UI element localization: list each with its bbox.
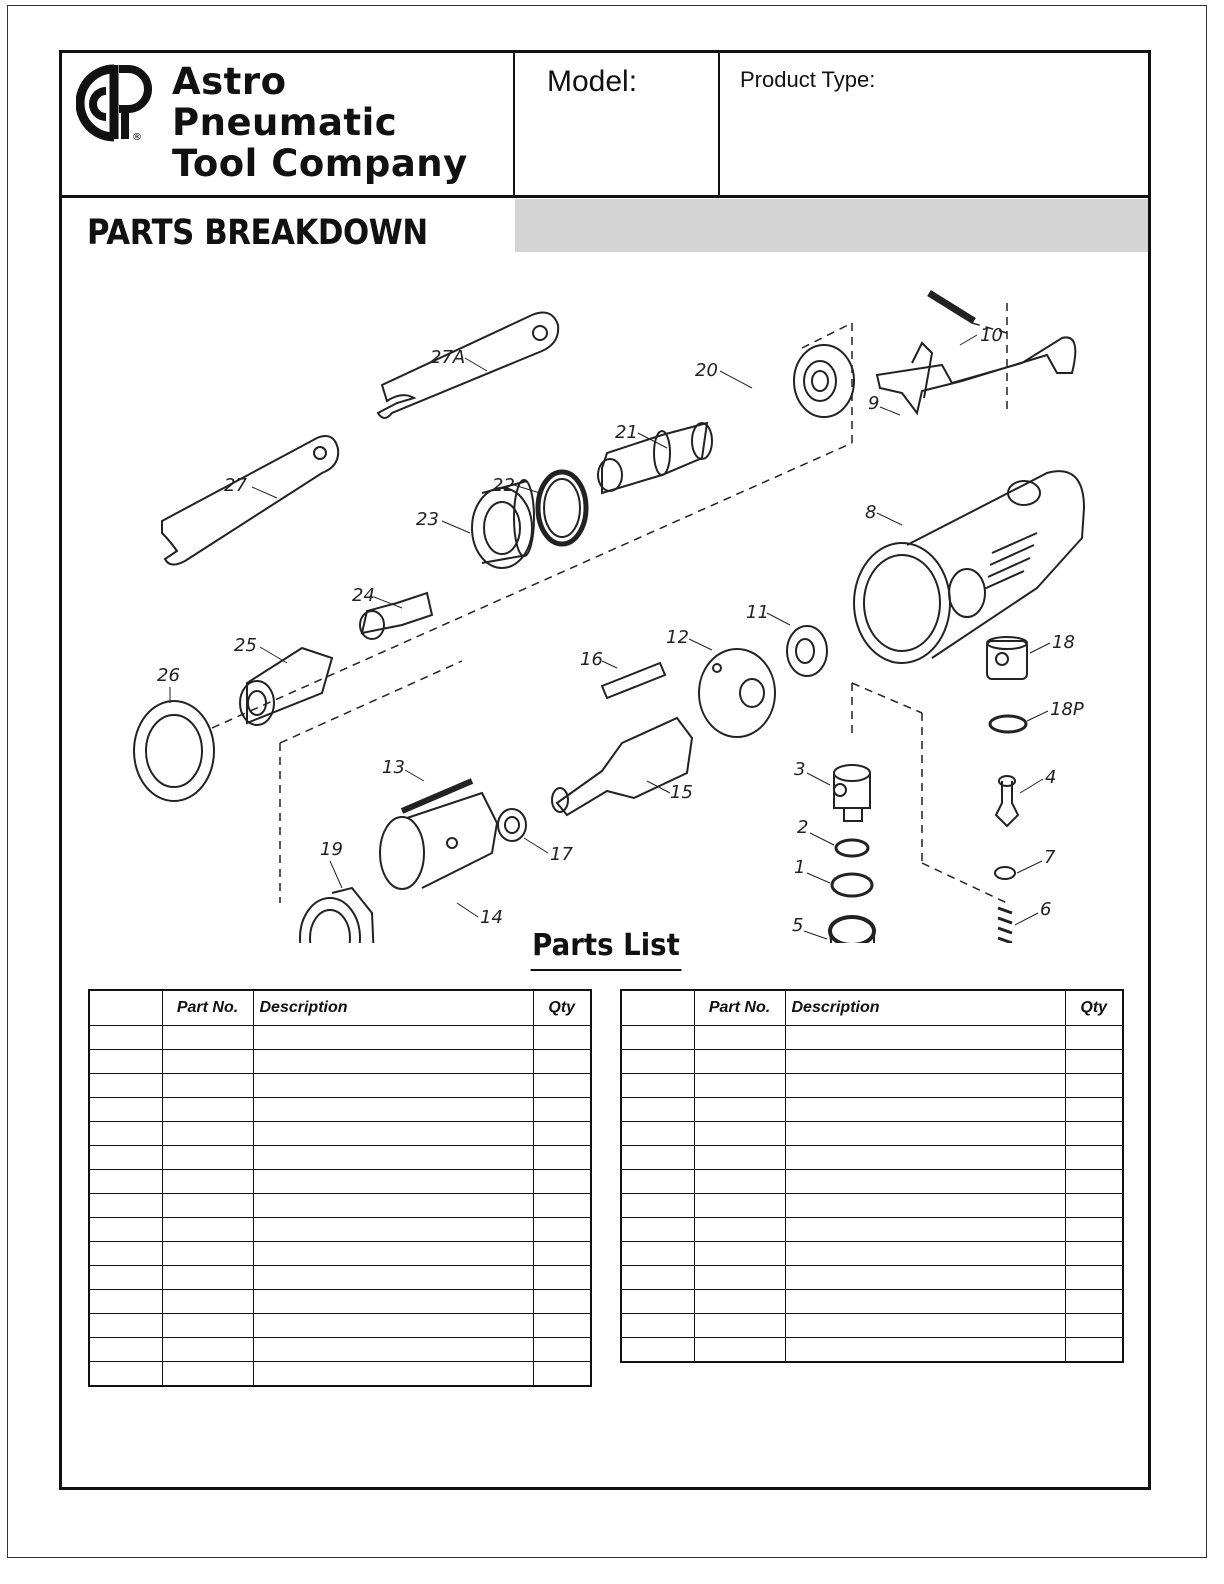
index-cell [621, 1170, 694, 1194]
callout-6: 7 [1044, 847, 1056, 868]
part-no-cell [162, 1170, 253, 1194]
index-cell [621, 1290, 694, 1314]
index-cell [89, 1338, 162, 1362]
part-no-cell [162, 1290, 253, 1314]
index-cell [89, 1266, 162, 1290]
model-cell [515, 53, 720, 195]
part-26-guard-ring [134, 701, 214, 801]
table-row [621, 1146, 1123, 1170]
column-header-index [621, 990, 694, 1026]
part-no-cell [694, 1098, 785, 1122]
callout-24: 24 [352, 585, 375, 606]
qty-cell [1065, 1290, 1123, 1314]
callout-17: 17 [550, 844, 573, 865]
callout-25: 25 [234, 635, 257, 656]
callout-21: 21 [615, 422, 638, 443]
qty-cell [533, 1074, 591, 1098]
part-13-pin [402, 781, 472, 811]
table-row [89, 1266, 591, 1290]
table-row [621, 1194, 1123, 1218]
part-2-o-ring [832, 874, 872, 896]
qty-cell [533, 1050, 591, 1074]
part-no-cell [694, 1194, 785, 1218]
description-cell [785, 1290, 1065, 1314]
part-27a-wrench [378, 313, 558, 418]
index-cell [89, 1170, 162, 1194]
index-cell [621, 1098, 694, 1122]
qty-cell [533, 1170, 591, 1194]
description-cell [253, 1218, 533, 1242]
index-cell [621, 1122, 694, 1146]
qty-cell [1065, 1026, 1123, 1050]
part-no-cell [694, 1290, 785, 1314]
table-row [621, 1218, 1123, 1242]
parts-table-left [88, 989, 592, 1387]
part-no-cell [694, 1338, 785, 1363]
parts-list-title: Parts List [531, 928, 682, 971]
index-cell [89, 1098, 162, 1122]
registered-mark: ® [132, 132, 142, 143]
qty-cell [1065, 1218, 1123, 1242]
company-name-line-1: Astro Pneumatic [172, 60, 398, 144]
description-cell [785, 1218, 1065, 1242]
table-row [621, 1242, 1123, 1266]
table-row [89, 1050, 591, 1074]
description-cell [253, 1026, 533, 1050]
index-cell [621, 1074, 694, 1098]
table-row [89, 1170, 591, 1194]
callout-13: 13 [382, 757, 405, 778]
description-cell [253, 1362, 533, 1387]
part-no-cell [694, 1314, 785, 1338]
part-18-valve-body [987, 637, 1027, 679]
qty-cell [1065, 1170, 1123, 1194]
table-row [621, 1290, 1123, 1314]
index-cell [621, 1218, 694, 1242]
product-type-cell [720, 53, 1148, 195]
description-cell [253, 1290, 533, 1314]
part-no-cell [694, 1266, 785, 1290]
column-header-index [89, 990, 162, 1026]
part-14-cylinder [380, 793, 497, 889]
qty-cell [1065, 1338, 1123, 1363]
table-row [89, 1338, 591, 1362]
part-no-cell [694, 1242, 785, 1266]
callout-2: 1 [794, 857, 806, 878]
column-header-qty: Qty [533, 990, 591, 1026]
index-cell [621, 1026, 694, 1050]
index-cell [621, 1194, 694, 1218]
company-name [172, 61, 513, 184]
part-no-cell [694, 1218, 785, 1242]
part-no-cell [162, 1338, 253, 1362]
table-header-row [621, 990, 1123, 1026]
callout-10: 10 [980, 325, 1003, 346]
part-3-o-ring [836, 840, 868, 856]
part-9-throttle-lever [877, 337, 1075, 413]
qty-cell [533, 1146, 591, 1170]
part-no-cell [162, 1098, 253, 1122]
part-no-cell [162, 1362, 253, 1387]
title-bar [515, 199, 1148, 252]
part-no-cell [162, 1146, 253, 1170]
callout-18: 18 [1052, 632, 1075, 653]
header [62, 53, 1148, 198]
description-cell [785, 1146, 1065, 1170]
qty-cell [1065, 1122, 1123, 1146]
part-no-cell [162, 1122, 253, 1146]
description-cell [253, 1122, 533, 1146]
callout-1: 5 [792, 915, 804, 936]
qty-cell [533, 1218, 591, 1242]
table-row [621, 1050, 1123, 1074]
qty-cell [533, 1098, 591, 1122]
callout-16: 16 [580, 649, 603, 670]
qty-cell [1065, 1194, 1123, 1218]
section-title: PARTS BREAKDOWN [87, 213, 428, 253]
description-cell [785, 1266, 1065, 1290]
callout-14: 14 [480, 907, 503, 928]
part-no-cell [694, 1122, 785, 1146]
callout-11: 11 [746, 602, 769, 623]
table-row [621, 1170, 1123, 1194]
callout-15: 15 [670, 782, 693, 803]
column-header-description: Description [785, 990, 1065, 1026]
part-7-valve-stem [996, 776, 1018, 826]
index-cell [621, 1338, 694, 1363]
part-no-cell [694, 1146, 785, 1170]
index-cell [89, 1122, 162, 1146]
qty-cell [1065, 1146, 1123, 1170]
parts-table-right [620, 989, 1124, 1363]
model-label: Model: [547, 65, 638, 98]
callout-27a: 27A [430, 347, 466, 368]
callout-23: 23 [416, 509, 439, 530]
index-cell [621, 1146, 694, 1170]
logo-cell [62, 53, 515, 195]
document-frame [59, 50, 1151, 1490]
description-cell [253, 1074, 533, 1098]
qty-cell [533, 1362, 591, 1387]
callout-9: 9 [868, 393, 880, 414]
index-cell [89, 1218, 162, 1242]
part-6-washer [995, 867, 1015, 879]
qty-cell [533, 1242, 591, 1266]
part-20-bearing [794, 345, 854, 417]
table-row [621, 1098, 1123, 1122]
table-row [89, 1122, 591, 1146]
part-25-collet-nut [240, 648, 332, 725]
qty-cell [533, 1122, 591, 1146]
description-cell [253, 1242, 533, 1266]
description-cell [785, 1122, 1065, 1146]
part-no-cell [694, 1170, 785, 1194]
table-row [621, 1026, 1123, 1050]
description-cell [785, 1194, 1065, 1218]
description-cell [253, 1146, 533, 1170]
part-no-cell [162, 1266, 253, 1290]
index-cell [89, 1362, 162, 1387]
description-cell [253, 1314, 533, 1338]
qty-cell [1065, 1266, 1123, 1290]
table-row [621, 1122, 1123, 1146]
callout-3: 2 [797, 817, 809, 838]
index-cell [621, 1050, 694, 1074]
callout-5: 6 [1040, 899, 1052, 920]
column-header-qty: Qty [1065, 990, 1123, 1026]
table-row [89, 1314, 591, 1338]
company-logo-icon [76, 61, 158, 145]
description-cell [253, 1170, 533, 1194]
index-cell [89, 1050, 162, 1074]
part-19-ring-nut [300, 888, 374, 943]
part-17-bearing [498, 809, 526, 841]
table-row [89, 1074, 591, 1098]
qty-cell [533, 1026, 591, 1050]
part-16-rotor-blade [602, 663, 665, 698]
part-no-cell [162, 1218, 253, 1242]
part-22-ring [538, 472, 586, 544]
part-18p-o-ring [990, 716, 1026, 732]
table-header-row [89, 990, 591, 1026]
part-27-wrench [162, 436, 338, 565]
qty-cell [1065, 1074, 1123, 1098]
qty-cell [1065, 1050, 1123, 1074]
index-cell [621, 1314, 694, 1338]
part-1-air-inlet [830, 917, 874, 943]
callout-20: 20 [695, 360, 718, 381]
index-cell [621, 1266, 694, 1290]
description-cell [785, 1314, 1065, 1338]
table-row [89, 1218, 591, 1242]
callout-7: 4 [1045, 767, 1057, 788]
description-cell [785, 1170, 1065, 1194]
table-row [621, 1338, 1123, 1363]
callout-4: 3 [794, 759, 806, 780]
qty-cell [1065, 1314, 1123, 1338]
description-cell [785, 1026, 1065, 1050]
callout-12: 12 [666, 627, 689, 648]
column-header-part-no: Part No. [694, 990, 785, 1026]
part-no-cell [694, 1074, 785, 1098]
index-cell [89, 1242, 162, 1266]
part-no-cell [162, 1026, 253, 1050]
description-cell [785, 1074, 1065, 1098]
description-cell [785, 1050, 1065, 1074]
callout-26: 26 [157, 665, 180, 686]
table-row [89, 1098, 591, 1122]
part-4-inlet-body [834, 765, 870, 821]
part-12-end-plate [699, 649, 775, 737]
part-5-spring [998, 908, 1012, 943]
table-row [621, 1266, 1123, 1290]
description-cell [253, 1194, 533, 1218]
table-row [89, 1242, 591, 1266]
table-row [89, 1290, 591, 1314]
table-row [89, 1362, 591, 1387]
callout-27: 27 [224, 475, 247, 496]
part-10-pin [929, 293, 974, 321]
part-no-cell [162, 1314, 253, 1338]
description-cell [253, 1098, 533, 1122]
description-cell [253, 1338, 533, 1362]
table-row [621, 1074, 1123, 1098]
qty-cell [533, 1290, 591, 1314]
column-header-description: Description [253, 990, 533, 1026]
part-no-cell [694, 1026, 785, 1050]
index-cell [89, 1290, 162, 1314]
index-cell [89, 1194, 162, 1218]
index-cell [89, 1146, 162, 1170]
description-cell [253, 1266, 533, 1290]
qty-cell [533, 1314, 591, 1338]
callout-22: 22 [492, 475, 515, 496]
index-cell [89, 1314, 162, 1338]
part-no-cell [162, 1194, 253, 1218]
callout-8: 8 [865, 502, 877, 523]
index-cell [89, 1074, 162, 1098]
exploded-parts-diagram [62, 263, 1148, 943]
part-8-housing [854, 471, 1084, 663]
index-cell [621, 1242, 694, 1266]
table-row [89, 1194, 591, 1218]
table-row [621, 1314, 1123, 1338]
callout-19: 19 [320, 839, 343, 860]
qty-cell [533, 1266, 591, 1290]
product-type-label: Product Type: [740, 67, 876, 92]
part-no-cell [162, 1242, 253, 1266]
index-cell [89, 1026, 162, 1050]
qty-cell [1065, 1242, 1123, 1266]
table-row [89, 1146, 591, 1170]
description-cell [785, 1338, 1065, 1363]
part-11-bearing [787, 626, 827, 676]
part-no-cell [694, 1050, 785, 1074]
qty-cell [533, 1338, 591, 1362]
description-cell [253, 1050, 533, 1074]
qty-cell [533, 1194, 591, 1218]
description-cell [785, 1242, 1065, 1266]
part-no-cell [162, 1050, 253, 1074]
part-no-cell [162, 1074, 253, 1098]
column-header-part-no: Part No. [162, 990, 253, 1026]
company-name-line-2: Tool Company [172, 142, 468, 185]
qty-cell [1065, 1098, 1123, 1122]
table-row [89, 1026, 591, 1050]
assembly-guide-lines [212, 303, 1007, 903]
callout-18p: 18P [1050, 699, 1084, 720]
description-cell [785, 1098, 1065, 1122]
